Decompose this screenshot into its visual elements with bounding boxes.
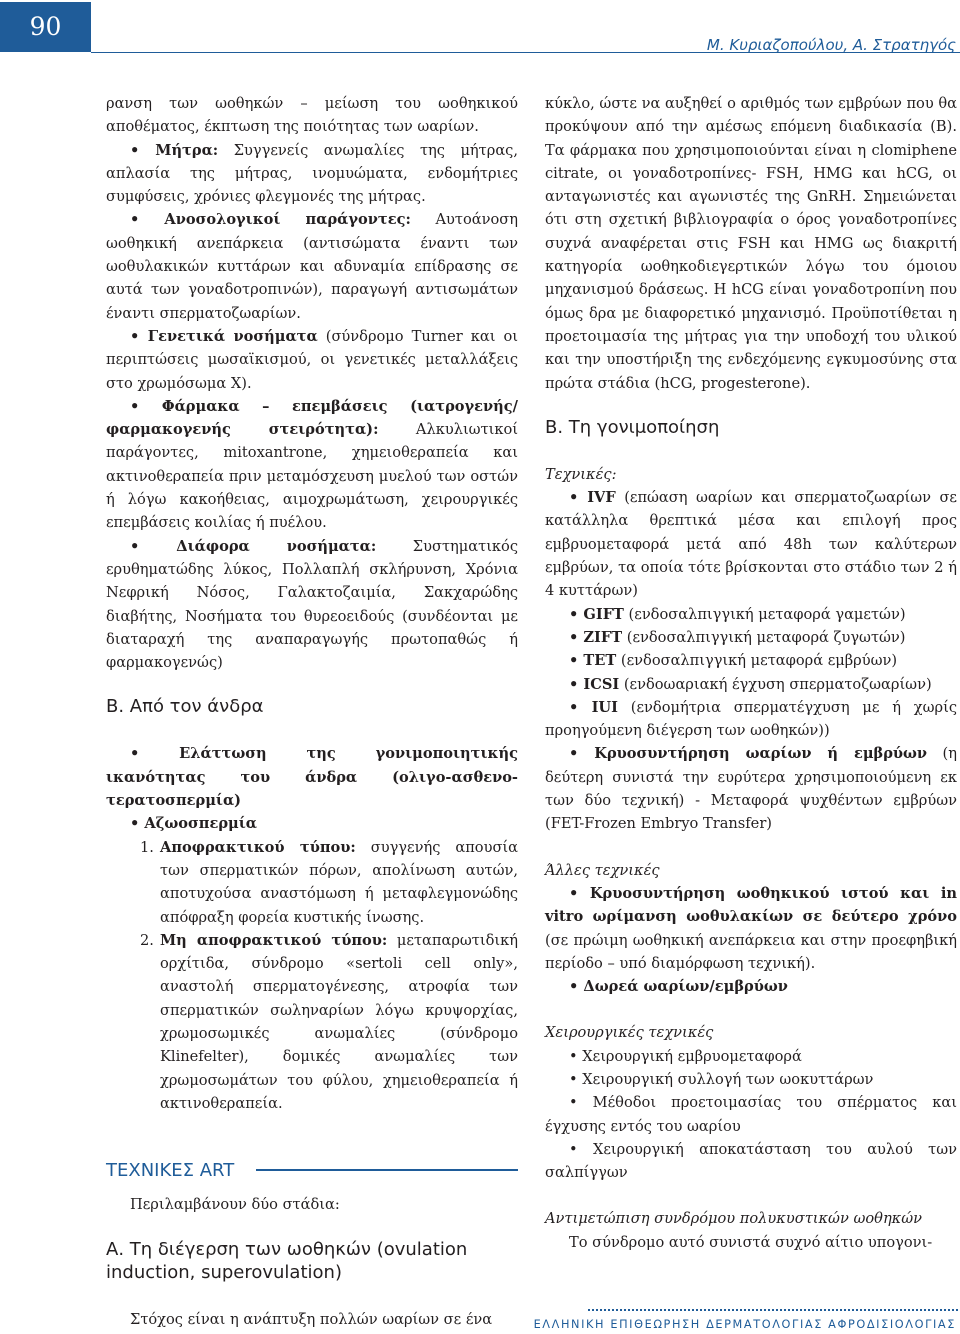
art-heading-block <box>106 1159 518 1182</box>
bullet-surgical: • Χειρουργική αποκατάσταση του αυλού των σαλπίγγων <box>545 1140 957 1182</box>
bullet-cryopreservation: • Κρυοσυντήρηση ωαρίων ή εμβρύων (η δεύτερη συνιστά την ευρύτερα χρησιμοποιούμενη εκ των δύο τεχνική) - Μεταφορά ψυχθέντων εμβρύων (FET-Frozen Embryo Transfer) <box>545 745 957 833</box>
bullet-tet: • TET (ενδοσαλπιγγική μεταφορά εμβρύων) <box>569 652 898 670</box>
paragraph: Περιλαμβάνουν δύο στάδια: <box>130 1196 340 1214</box>
label-other-techniques: Άλλες τεχνικές <box>545 861 660 879</box>
bullet-uterus: • Μήτρα: Συγγενείς ανωμαλίες της μήτρας, απλασία της μήτρας, ινομυώματα, ενδομήτριες συμφύσεις, χρόνιες φλεγμονές της μήτρας. <box>106 141 518 206</box>
bullet-zift: • ZIFT (ενδοσαλπιγγική μεταφορά ζυγωτών) <box>569 628 906 646</box>
bullet-drugs: • Φάρμακα – επεμβάσεις (ιατρογενής/φαρμακογενής στειρότητα): Αλκυλιωτικοί παράγοντες, mitoxantrone, χημειοθεραπεία και ακτινοθεραπεία πριν μεταμόσχευση μυελού των οστών ή λόγω κακοήθειας, αιμοχρωμάτωση, χειρουργικές επεμβάσεις κοιλίας ή πυέλου. <box>106 397 518 532</box>
bullet-ivf: • IVF (επώαση ωαρίων και σπερματοζωαρίων σε κατάλληλα θρεπτικά μέσα και επιλογή προς εμβρυομεταφορά μετά από 48h των καλύτερων εμβρύων, τα οποία τότε βρίσκονται στο στάδιο των 2 ή 4 κυττάρων) <box>545 489 957 600</box>
list-item-non-obstructive: 2. Μη αποφρακτικού τύπου: μεταπαρωτιδική ορχίτιδα, σύνδρομο «sertoli cell only», αναστολή σπερματογένεσης, ατροφία των σπερματικών σωληναρίων λόγω κρυψορχίας, χρωμοσωμικές ανωμαλίες (σύνδρομο Klinefelter), δομικές ανωμαλίες των χρωμοσωμάτων του φύλου, χημειοθεραπεία ή ακτινοθεραπεία. <box>140 931 518 1112</box>
heading-male: Β. Από τον άνδρα <box>106 696 264 718</box>
bullet-ovarian-tissue: • Κρυοσυντήρηση ωοθηκικού ιστού και in vitro ωρίμανση ωοθυλακίων σε δεύτερο χρόνο (σε πρώιμη ωοθηκική ανεπάρκεια και στην προεφηβική περίοδο – υπό διαμόρφωση τεχνική). <box>545 884 957 972</box>
heading-ovulation-induction: Α. Τη διέγερση των ωοθηκών (ovulation induction, superovulation) <box>106 1239 468 1284</box>
label-techniques: Τεχνικές: <box>545 465 617 483</box>
bullet-surgical: • Χειρουργική εμβρυομεταφορά <box>569 1047 802 1065</box>
paragraph: κύκλο, ώστε να αυξηθεί ο αριθμός των εμβρύων που θα προκύψουν από την αμέσως επόμενη διαδικασία (Β). Τα φάρμακα που χρησιμοποιούνται είναι η clomiphene citrate, οι γοναδοτροπίνες- FSH, HMG και hCG, οι ανταγωνιστές και αγωνιστές της GnRH. Σημειώνεται ότι στη σχετική βιβλιογραφία ο όρος γοναδοτροπίνες συχνά αναφέρεται στις FSH και HMG ως διακριτή κατηγορία ωοθηκοδιεγερτικών λόγω του όμοιου μηχανισμού δράσεως. Η hCG είναι γοναδοτροπίνη που όμως δρα με διαφορετικό μηχανισμό. Προϋποτίθεται η προετοιμασία της μήτρας για την υποδοχή του υλικού και την υποστήριξη της ενδεχόμενης εγκυμοσύνης στα πρώτα στάδια (hCG, progesterone). <box>545 95 957 392</box>
paragraph: Στόχος είναι η ανάπτυξη πολλών ωαρίων σε ένα <box>130 1311 493 1329</box>
paragraph: ρανση των ωοθηκών – μείωση του ωοθηκικού αποθέματος, έκπτωση της ποιότητας των ωαρίων. <box>106 95 518 136</box>
running-head: Μ. Κυριαζοπούλου, Α. Στρατηγός <box>706 36 956 54</box>
label-pcos: Αντιμετώπιση συνδρόμου πολυκυστικών ωοθηκών <box>545 1210 923 1228</box>
bullet-surgical: • Μέθοδοι προετοιμασίας του σπέρματος και έγχυσης εντός του ωαρίου <box>545 1094 957 1135</box>
bullet-iui: • IUI (ενδομήτρια σπερματέγχυση με ή χωρίς προηγούμενη διέγερση των ωοθηκών)) <box>545 698 957 740</box>
label-surgical-techniques: Χειρουργικές τεχνικές <box>545 1024 714 1042</box>
bullet-icsi: • ICSI (ενδοωαριακή έγχυση σπερματοζωαρίων) <box>569 675 932 693</box>
list-item-obstructive: 1. Αποφρακτικού τύπου: συγγενής απουσία των σπερματικών πόρων, απολίνωση αυτών, αποτυχούσα αναστόμωση ή μεταφλεγμονώδης απόφραξη φορεία κυστικής ίνωσης. <box>140 838 518 926</box>
footer-rule <box>588 1309 958 1311</box>
bullet-donation: • Δωρεά ωαρίων/εμβρύων <box>569 978 788 996</box>
bullet-fertility-reduction: • Ελάττωση της γονιμοποιητικής ικανότητας του άνδρα (ολιγο-ασθενο-τερατοσπερμία) <box>106 745 518 810</box>
right-column <box>545 92 957 1254</box>
heading-art-techniques: ΤΕΧΝΙΚΕΣ ART <box>106 1160 235 1182</box>
bullet-surgical: • Χειρουργική συλλογή των ωοκυττάρων <box>569 1070 874 1088</box>
bullet-azoospermia: • Αζωοσπερμία <box>130 815 257 833</box>
bullet-immunological: • Ανοσολογικοί παράγοντες: Αυτοάνοση ωοθηκική ανεπάρκεια (αντισώματα έναντι των ωοθυλακικών κυττάρων και αδυναμία επίδρασης σε αυτά των γοναδοτροπινών), παραγωγή αντισωμάτων έναντι σπερματοζωαρίων. <box>106 211 518 322</box>
heading-fertilization: Β. Τη γονιμοποίηση <box>545 416 720 438</box>
heading-rule <box>256 1169 518 1171</box>
paragraph: Το σύνδρομο αυτό συνιστά συχνό αίτιο υπογονι- <box>569 1233 933 1251</box>
bullet-gift: • GIFT (ενδοσαλπιγγική μεταφορά γαμετών) <box>569 605 906 623</box>
bullet-genetic: • Γενετικά νοσήματα (σύνδρομο Turner και οι περιπτώσεις μωσαϊκισμού, οι γενετικές μεταλλάξεις στο χρωμόσωμα Χ). <box>106 327 518 392</box>
footer-journal-name: ΕΛΛΗΝΙΚΗ ΕΠΙΘΕΩΡΗΣΗ ΔΕΡΜΑΤΟΛΟΓΙΑΣ ΑΦΡΟΔΙΣΙΟΛΟΓΙΑΣ <box>533 1318 956 1331</box>
left-column <box>106 92 518 1332</box>
bullet-diseases: • Διάφορα νοσήματα: Συστηματικός ερυθηματώδης λύκος, Πολλαπλή σκλήρυνση, Χρόνια Νεφρική Νόσος, Γαλακτοζαιμία, Σακχαρώδης διαβήτης, Νοσήματα του θυρεοειδούς (συνδέονται με διαταραχή της αναπαραγωγής πρωτοπαθώς ή φαρμακογενώς) <box>106 537 518 672</box>
page-number: 90 <box>29 12 62 41</box>
